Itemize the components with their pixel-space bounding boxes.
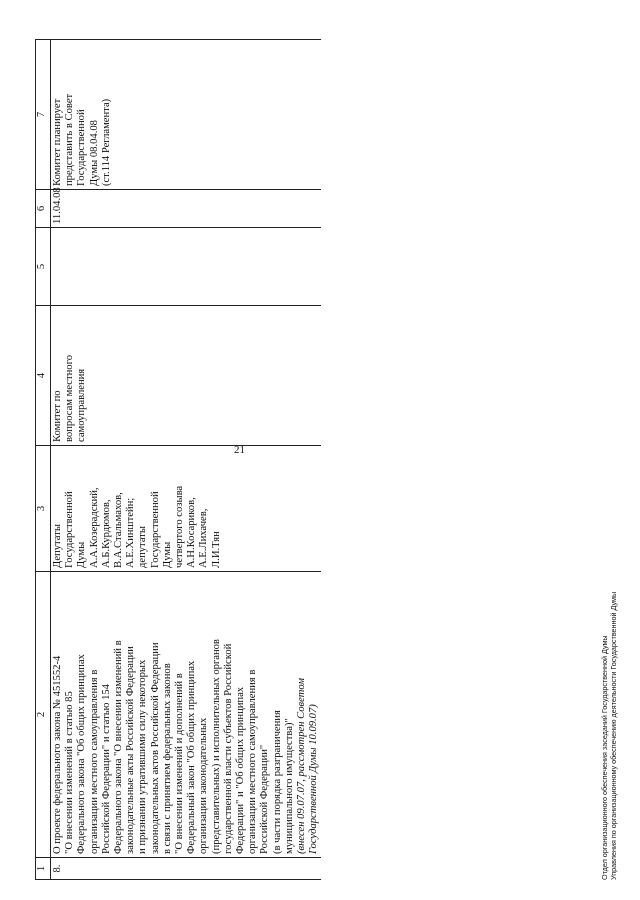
- agenda-table-rotated: [35, 40, 320, 880]
- author-line: Государственной: [64, 491, 76, 568]
- header-col-6: 6: [36, 190, 51, 228]
- author-line: Государственной: [149, 491, 161, 568]
- bill-text-line: Федеральный закон "Об общих принципах: [186, 660, 198, 854]
- bill-text-line: Российской Федерации": [259, 744, 271, 854]
- col5-cell: [51, 228, 322, 306]
- bill-text-line: "О внесении изменений в статью 85: [64, 691, 76, 854]
- bill-text-line: организации местного самоуправления в: [88, 669, 100, 854]
- committee-cell: [51, 306, 322, 446]
- header-col-5: 5: [36, 228, 51, 306]
- footer: [601, 500, 618, 880]
- bill-submission-note: [296, 575, 320, 854]
- author-line: А.Е.Хинштейн;: [125, 497, 137, 568]
- author-line: А.Н.Косариков,: [186, 497, 198, 568]
- bill-text-line: (в части порядка разграничения: [271, 710, 283, 854]
- page-number: 21: [234, 444, 245, 456]
- date-cell: 11.04.08: [51, 190, 322, 228]
- header-col-3: 3: [36, 446, 51, 572]
- bill-text-line: и признании утратившими силу некоторых: [137, 659, 149, 854]
- bill-text-line: муниципального имущества)": [283, 718, 295, 854]
- bill-text-line: (представительных) и исполнительных органов: [210, 639, 222, 854]
- bill-description-cell: [51, 572, 322, 858]
- note-cell: [51, 40, 322, 190]
- note-line: Государственной: [76, 109, 88, 186]
- committee-line: самоуправления: [76, 368, 88, 442]
- bill-text-line: О проекте федерального закона № 451552-4: [52, 655, 63, 854]
- committee-line: Комитет по: [52, 390, 63, 442]
- bill-note-line: (внесен 09.07.07, рассмотрен Советом: [296, 678, 308, 854]
- author-line: Л.И.Тян: [210, 531, 222, 568]
- bill-text-line: государственной власти субъектов Российской: [222, 643, 234, 854]
- author-line: Депутаты: [52, 524, 63, 568]
- footer-line-2: Управления по организационному обеспечению деятельности Государственной Думы: [608, 591, 618, 880]
- responsible-committee: [52, 309, 89, 442]
- author-line: Думы: [76, 541, 88, 568]
- bill-text-line: законодательных актов Российской Федерации: [149, 642, 161, 854]
- author-line: Думы: [161, 541, 173, 568]
- bill-text-line: Федерального закона "О внесении изменений в: [113, 640, 125, 854]
- header-col-7: 7: [36, 40, 51, 190]
- committee-line: вопросам местного: [64, 355, 76, 442]
- row-number: 8.: [51, 858, 322, 880]
- bill-text-line: Российской Федерации" и статью 154: [100, 684, 112, 854]
- header-col-1: 1: [36, 858, 51, 880]
- table-header-row: [36, 40, 51, 880]
- author-line: четвертого созыва: [174, 485, 186, 568]
- note-line: Думы 08.04.08: [88, 120, 100, 186]
- bill-text-line: организации местного самоуправления в: [247, 669, 259, 854]
- header-col-4: 4: [36, 306, 51, 446]
- header-col-2: 2: [36, 572, 51, 858]
- author-line: А.А.Козерадский,: [88, 487, 100, 568]
- bill-authors: [52, 449, 223, 568]
- bill-description: [52, 575, 296, 854]
- bill-text-line: в связи с принятием федеральных законов: [161, 663, 173, 854]
- bill-text-line: Федерального закона "Об общих принципах: [76, 654, 88, 854]
- agenda-table: [35, 39, 321, 880]
- author-line: А.Б.Курдюмов,: [100, 499, 112, 568]
- bill-text-line: законодательные акты Российской Федерации: [125, 646, 137, 854]
- committee-note: [52, 43, 113, 186]
- footer-line-1: Отдел организационного обеспечения заседаний Государственной Думы: [600, 635, 609, 880]
- note-line: представить в Совет: [64, 93, 76, 186]
- bill-text-line: Федерации" и "Об общих принципах: [235, 686, 247, 854]
- bill-text-line: организации законодательных: [198, 717, 210, 854]
- bill-note-line: Государственной Думы 10.09.07): [308, 704, 320, 854]
- table-row: [51, 40, 322, 880]
- author-line: А.Е.Лихачев,: [198, 508, 210, 568]
- author-line: депутаты: [137, 526, 149, 568]
- note-line: Комитет планирует: [52, 98, 63, 186]
- authors-cell: [51, 446, 322, 572]
- note-line: (ст.114 Регламента): [100, 98, 112, 186]
- author-line: В.А.Стальмахов,: [113, 492, 125, 568]
- bill-text-line: "О внесении изменений и дополнений в: [174, 673, 186, 854]
